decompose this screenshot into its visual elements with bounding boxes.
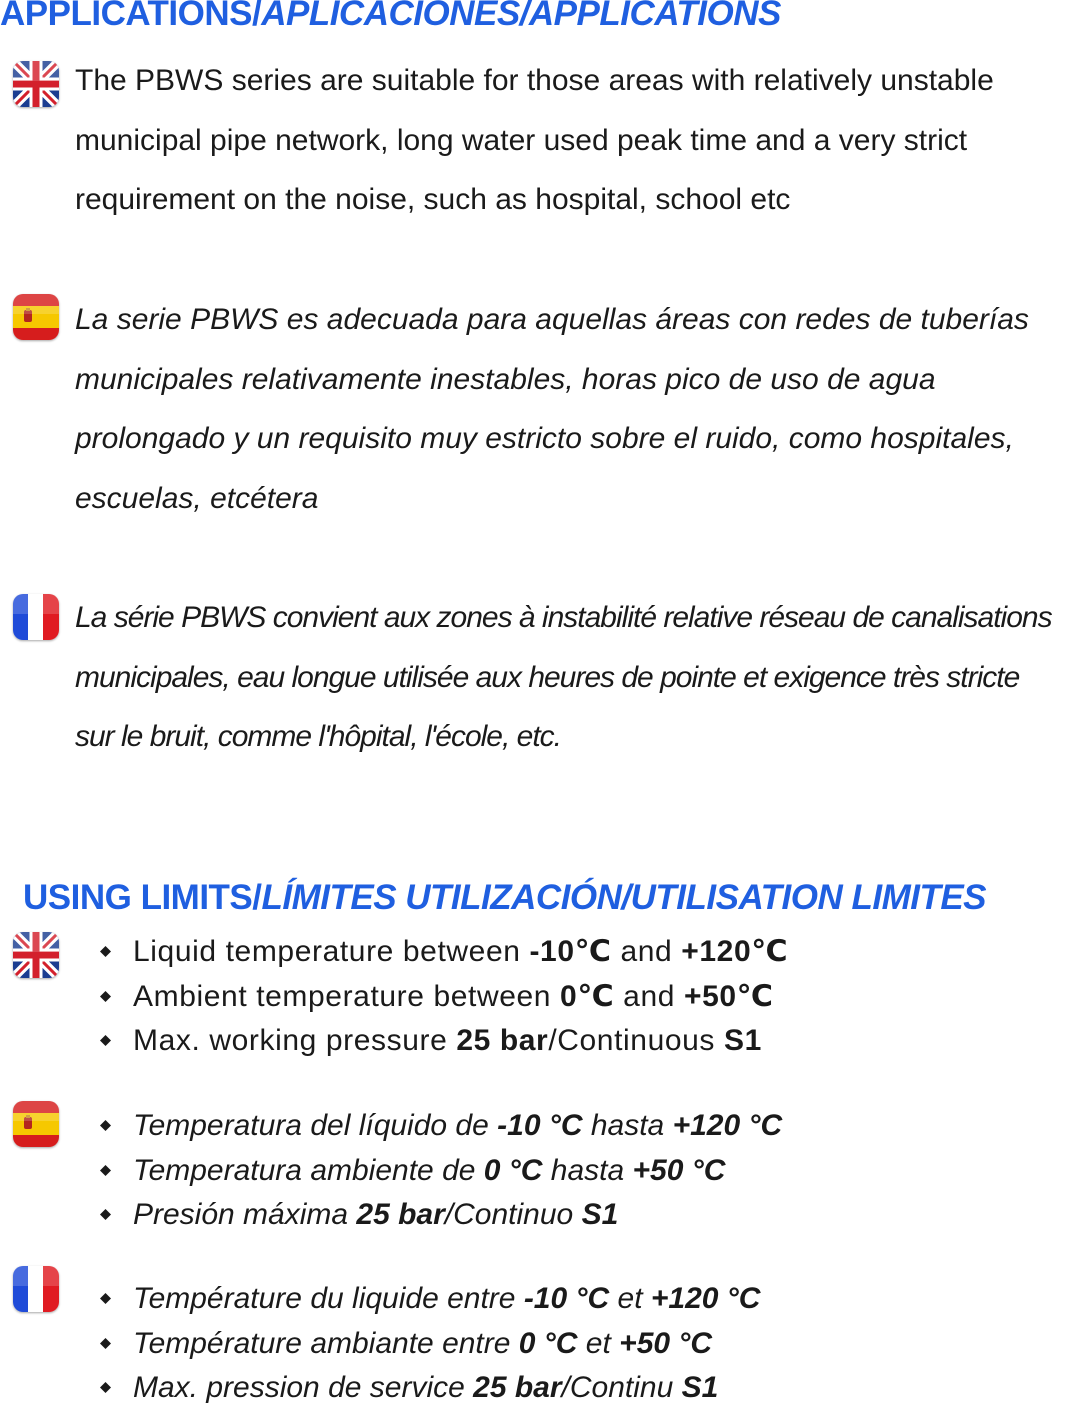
france-flag-icon	[13, 594, 59, 640]
limit-text: hasta	[582, 1109, 673, 1142]
list-item	[100, 930, 788, 975]
limit-text: Température ambiante entre	[133, 1326, 519, 1360]
using-limits-heading-es: LÍMITES UTILIZACIÓN/	[261, 878, 631, 917]
limit-text: Presión máxima	[133, 1198, 357, 1231]
limit-text: Max. pression de service	[133, 1371, 474, 1404]
applications-heading-fr: APPLICATIONS	[528, 0, 781, 33]
limit-value: +120℃	[681, 935, 789, 968]
limit-value: 25 bar	[473, 1371, 562, 1404]
spain-flag-icon	[13, 294, 59, 340]
using-limits-heading-en: USING LIMITS/	[23, 878, 262, 917]
diamond-bullet-icon	[100, 1382, 111, 1393]
list-item	[100, 1366, 760, 1411]
limit-text: et	[609, 1282, 651, 1315]
limit-text: Ambient temperature between	[133, 979, 561, 1013]
limit-value: S1	[681, 1371, 719, 1404]
list-item	[100, 975, 788, 1020]
applications-heading-es: APLICACIONES/	[261, 0, 529, 33]
diamond-bullet-icon	[100, 1293, 111, 1304]
limit-text: and	[611, 935, 682, 968]
limit-value: 0 °C	[483, 1153, 543, 1187]
diamond-bullet-icon	[100, 1209, 111, 1220]
limit-value: 0 °C	[518, 1326, 578, 1360]
diamond-bullet-icon	[100, 1338, 111, 1349]
limits-list-en	[100, 930, 788, 1064]
using-limits-heading	[23, 878, 986, 918]
limit-value: +120 °C	[650, 1282, 761, 1315]
using-limits-heading-fr: UTILISATION LIMITES	[630, 878, 987, 917]
limit-value: -10 °C	[497, 1109, 583, 1142]
limit-value: -10℃	[529, 935, 612, 968]
limit-text: Max. working pressure	[133, 1024, 457, 1057]
limit-value: +50 °C	[632, 1153, 726, 1187]
diamond-bullet-icon	[100, 1165, 111, 1176]
limits-list-fr	[100, 1277, 760, 1411]
limit-value: +50℃	[683, 979, 774, 1013]
list-item	[100, 1149, 782, 1194]
limits-list-es	[100, 1104, 782, 1238]
limit-text: Temperatura ambiente de	[133, 1153, 484, 1187]
limit-text: and	[614, 979, 684, 1013]
limit-text: Température du liquide entre	[133, 1282, 524, 1315]
uk-flag-icon	[13, 61, 59, 107]
applications-text-es: La serie PBWS es adecuada para aquellas áreas con redes de tuberías municipales relativamente inestables, horas pico de uso de agua prolongado y un requisito muy estricto sobre el ruido, como hospitales, escuelas, etcétera	[75, 303, 1029, 515]
uk-flag-icon	[13, 932, 59, 978]
limit-value: S1	[581, 1198, 619, 1231]
applications-text-en: The PBWS series are suitable for those areas with relatively unstable municipal pipe network, long water used peak time and a very strict requirement on the noise, such as hospital, school etc	[75, 64, 994, 216]
limit-text: Liquid temperature between	[133, 935, 530, 968]
limit-value: S1	[723, 1024, 762, 1057]
list-item	[100, 1193, 782, 1238]
diamond-bullet-icon	[100, 991, 111, 1002]
list-item	[100, 1277, 760, 1322]
limit-value: +50 °C	[619, 1326, 713, 1360]
diamond-bullet-icon	[100, 1120, 111, 1131]
list-item	[100, 1019, 788, 1064]
limit-value: -10 °C	[523, 1282, 610, 1315]
limit-value: 25 bar	[456, 1024, 549, 1057]
limit-text: /Continuo	[444, 1198, 582, 1231]
limit-text: hasta	[542, 1153, 633, 1187]
limit-text: Temperatura del líquido de	[133, 1109, 498, 1142]
list-item	[100, 1322, 760, 1367]
limit-text: et	[577, 1326, 620, 1360]
diamond-bullet-icon	[100, 1035, 111, 1046]
applications-heading	[0, 0, 781, 34]
limit-value: +120 °C	[672, 1109, 783, 1142]
france-flag-icon	[13, 1266, 59, 1312]
limit-text: /Continuous	[548, 1024, 724, 1057]
limit-value: 25 bar	[356, 1198, 445, 1231]
limit-value: 0℃	[560, 979, 615, 1013]
limit-text: /Continu	[561, 1371, 682, 1404]
list-item	[100, 1104, 782, 1149]
applications-heading-en: APPLICATIONS/	[0, 0, 262, 33]
spain-flag-icon	[13, 1101, 59, 1147]
applications-text-fr: La série PBWS convient aux zones à instabilité relative réseau de canalisations municipales, eau longue utilisée aux heures de pointe et exigence très stricte sur le bruit, comme l'hôpital, l'école, etc.	[75, 601, 1052, 753]
diamond-bullet-icon	[100, 946, 111, 957]
